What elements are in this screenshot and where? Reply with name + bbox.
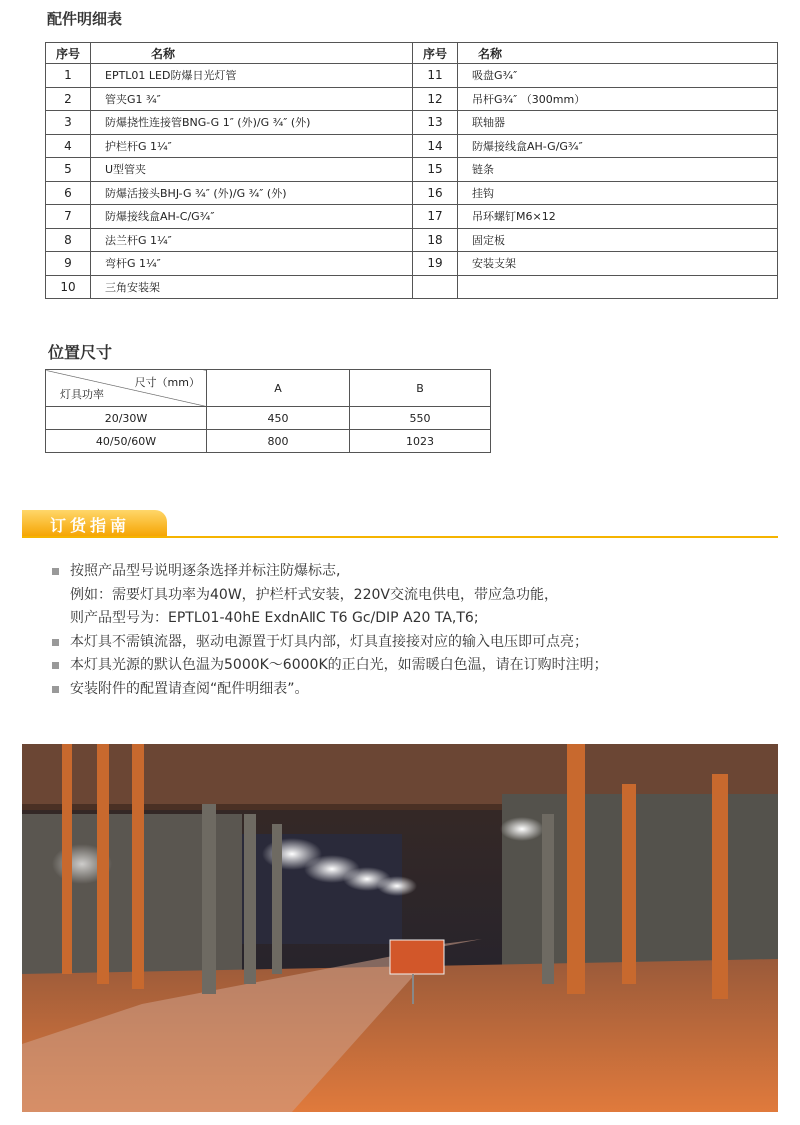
parts-table-row <box>46 205 778 229</box>
order-guide-list <box>52 560 608 701</box>
part-number: 11 <box>413 64 458 88</box>
part-number: 15 <box>413 158 458 182</box>
part-name: 防爆活接头BHJ-G ¾″ (外)/G ¾″ (外) <box>91 181 413 205</box>
part-number: 7 <box>46 205 91 229</box>
part-number: 19 <box>413 252 458 276</box>
part-name: 链条 <box>458 158 778 182</box>
part-number: 17 <box>413 205 458 229</box>
guide-item <box>52 631 608 655</box>
diagonal-header-cell <box>46 370 207 407</box>
part-name: 吊杆G¾″ （300mm） <box>458 87 778 111</box>
guide-item <box>52 560 608 584</box>
col-b-header: B <box>350 370 491 407</box>
part-name: 三角安装架 <box>91 275 413 299</box>
warning-sign <box>390 940 444 974</box>
part-name: 防爆接线盒AH-C/G¾″ <box>91 205 413 229</box>
part-name <box>458 275 778 299</box>
parts-table-row <box>46 181 778 205</box>
square-bullet-icon <box>52 662 59 669</box>
order-guide-banner <box>22 510 167 537</box>
part-number: 1 <box>46 64 91 88</box>
parts-table <box>45 42 778 299</box>
part-name: U型管夹 <box>91 158 413 182</box>
col-header-name-2: 名称 <box>458 43 778 64</box>
position-size-title: 位置尺寸 <box>48 343 113 362</box>
square-bullet-icon <box>52 639 59 646</box>
dimension-row <box>46 430 491 453</box>
part-name: 挂钩 <box>458 181 778 205</box>
part-number: 13 <box>413 111 458 135</box>
part-number: 18 <box>413 228 458 252</box>
industrial-site-photo <box>22 744 778 1112</box>
part-name: 防爆挠性连接管BNG-G 1″ (外)/G ¾″ (外) <box>91 111 413 135</box>
part-name: EPTL01 LED防爆日光灯管 <box>91 64 413 88</box>
size-unit-label: 尺寸（mm） <box>134 376 200 389</box>
b-cell: 550 <box>350 407 491 430</box>
guide-text: 按照产品型号说明逐条选择并标注防爆标志, <box>70 563 341 579</box>
part-number: 12 <box>413 87 458 111</box>
part-number: 10 <box>46 275 91 299</box>
parts-list-title: 配件明细表 <box>47 10 123 28</box>
part-number: 3 <box>46 111 91 135</box>
part-number: 4 <box>46 134 91 158</box>
part-name: 安装支架 <box>458 252 778 276</box>
power-cell: 20/30W <box>46 407 207 430</box>
guide-item <box>52 678 608 702</box>
parts-table-row <box>46 64 778 88</box>
part-number: 2 <box>46 87 91 111</box>
guide-text-continued: 例如：需要灯具功率为40W，护栏杆式安装，220V交流电供电，带应急功能， <box>70 586 558 603</box>
part-name: 护栏杆G 1¼″ <box>91 134 413 158</box>
part-number: 9 <box>46 252 91 276</box>
parts-table-row <box>46 87 778 111</box>
part-number: 5 <box>46 158 91 182</box>
col-header-name: 名称 <box>91 43 413 64</box>
parts-table-row <box>46 158 778 182</box>
part-number: 8 <box>46 228 91 252</box>
part-name: 吸盘G¾″ <box>458 64 778 88</box>
sign-post <box>412 974 414 1004</box>
installation-photo <box>22 744 778 1112</box>
parts-table-row <box>46 111 778 135</box>
col-header-num-2: 序号 <box>413 43 458 64</box>
part-name: 管夹G1 ¾″ <box>91 87 413 111</box>
order-guide-divider <box>22 536 778 538</box>
part-name: 法兰杆G 1¼″ <box>91 228 413 252</box>
part-number: 16 <box>413 181 458 205</box>
part-name: 吊环螺钉M6×12 <box>458 205 778 229</box>
parts-table-row <box>46 228 778 252</box>
parts-table-row <box>46 134 778 158</box>
part-number: 14 <box>413 134 458 158</box>
power-label: 灯具功率 <box>60 388 104 401</box>
parts-table-row <box>46 252 778 276</box>
guide-text: 安装附件的配置请查阅“配件明细表”。 <box>70 680 309 697</box>
a-cell: 800 <box>207 430 350 453</box>
square-bullet-icon <box>52 568 59 575</box>
part-name: 联轴器 <box>458 111 778 135</box>
dimension-row <box>46 407 491 430</box>
b-cell: 1023 <box>350 430 491 453</box>
part-name: 弯杆G 1¼″ <box>91 252 413 276</box>
guide-text: 本灯具光源的默认色温为5000K～6000K的正白光，如需暖白色温，请在订购时注明； <box>70 657 608 673</box>
part-number: 6 <box>46 181 91 205</box>
part-name: 防爆接线盒AH-G/G¾″ <box>458 134 778 158</box>
col-a-header: A <box>207 370 350 407</box>
part-name: 固定板 <box>458 228 778 252</box>
guide-text: 本灯具不需镇流器，驱动电源置于灯具内部，灯具直接接对应的输入电压即可点亮； <box>70 633 588 650</box>
dimension-header <box>46 370 491 407</box>
order-guide-title: 订货指南 <box>50 516 131 535</box>
dimension-table <box>45 369 491 453</box>
square-bullet-icon <box>52 686 59 693</box>
parts-table-row <box>46 275 778 299</box>
parts-table-header <box>46 43 778 64</box>
guide-item <box>52 654 608 678</box>
power-cell: 40/50/60W <box>46 430 207 453</box>
part-number <box>413 275 458 299</box>
a-cell: 450 <box>207 407 350 430</box>
col-header-num: 序号 <box>46 43 91 64</box>
guide-text-continued: 则产品型号为：EPTL01-40hE ExdnAⅡC T6 Gc/DIP A20 TA,T6; <box>70 610 479 626</box>
